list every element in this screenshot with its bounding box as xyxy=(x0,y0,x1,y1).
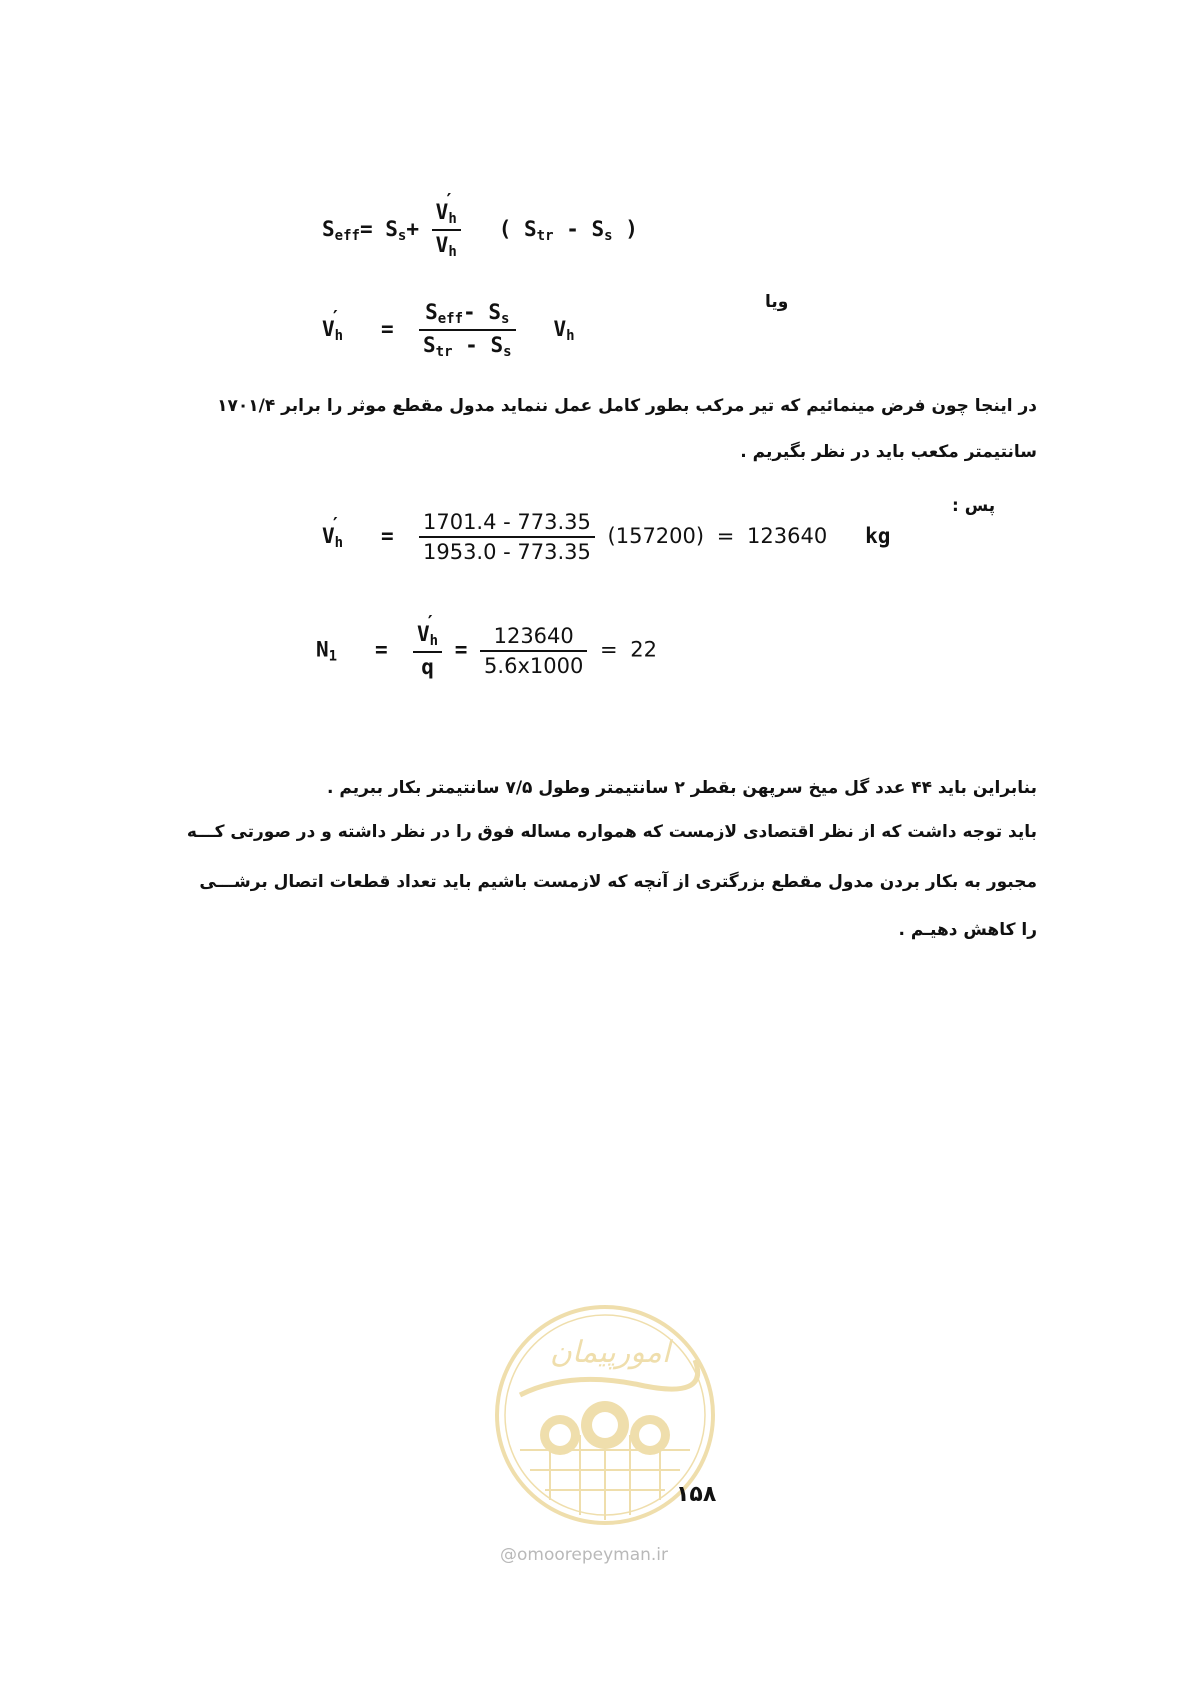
page-number: ۱۵۸ xyxy=(676,1482,717,1507)
fraction-vh-over-q: $\frac{V '_h}{q}$ xyxy=(413,622,442,679)
fraction-vh-ratio: $\frac{V '_h}{V_h}$ xyxy=(432,200,461,260)
label-pas: پس : xyxy=(952,496,996,516)
equation-vh-prime: V $'_h$ = $\frac{S_{eff}- S_s}{S_{tr} - S_s}$ $V_h$ xyxy=(322,300,575,360)
paragraph-2-line-2: باید توجه داشت که از نظر اقتصادی لازمست که همواره مساله فوق را در نظر داشته و در صورتی کـــه xyxy=(186,822,1037,842)
equation-vh-numeric: V $'_h$ = $\frac{1701.4 - 773.35}{1953.0 - 773.35}$ (157200) = 123640 kg xyxy=(322,510,890,564)
paragraph-1-line-1: در اینجا چون فرض مینمائیم که تیر مرکب بطور کامل عمل ننماید مدول مقطع موثر را برابر ۱۷۰۱/۴ xyxy=(217,396,1037,416)
fraction-section-modulus: $\frac{S_{eff}- S_s}{S_{tr} - S_s}$ xyxy=(419,300,516,360)
paragraph-2-line-1: بنابراین باید ۴۴ عدد گل میخ سرپهن بقطر ۲ سانتیمتر وطول ۷/۵ سانتیمتر بکار ببریم . xyxy=(326,778,1037,798)
watermark-url: @omoorepeyman.ir xyxy=(500,1545,669,1565)
fraction-numeric-n1: $\frac{123640}{5.6x1000}$ xyxy=(480,624,587,678)
paragraph-2-line-4: را کاهش دهیـم . xyxy=(898,920,1037,940)
label-va-ya: ویا xyxy=(765,292,789,312)
watermark-logo-text: امورپیمان xyxy=(549,1335,671,1370)
fraction-modulus-values: $\frac{1701.4 - 773.35}{1953.0 - 773.35}$ xyxy=(419,510,595,564)
paragraph-2-line-3: مجبور به بکار بردن مدول مقطع بزرگتری از آنچه که لازمست باشیم باید تعداد قطعات اتصال برشـــی xyxy=(199,872,1037,892)
equation-n1: $N_1$ = $\frac{V '_h}{q}$ = $\frac{123640}{5.6x1000}$ = 22 xyxy=(316,622,657,679)
equation-seff: $S_{eff}= S_s+$ $\frac{V '_h}{V_h}$ ( $S_{tr} - S_s$ ) xyxy=(322,200,638,260)
paragraph-1-line-2: سانتیمتر مکعب باید در نظر بگیریم . xyxy=(740,442,1037,462)
